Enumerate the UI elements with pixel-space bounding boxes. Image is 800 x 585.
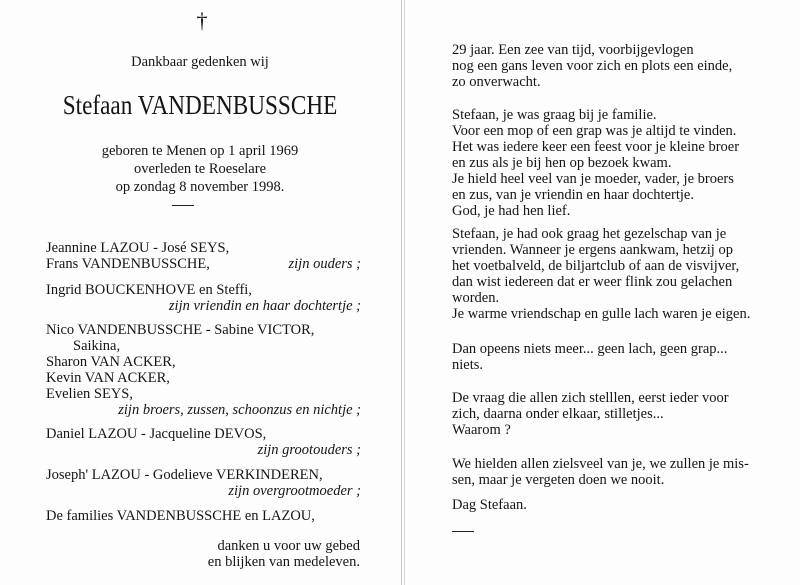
family-name-line: [46, 256, 361, 272]
poem-line: Stefaan, je was graag bij je familie.: [452, 107, 657, 123]
poem-line: en zus, van je vriendin en haar dochtertje.: [452, 187, 694, 203]
closing-line: danken u voor uw gebed: [217, 538, 360, 554]
poem-paragraph: [452, 497, 764, 513]
family-name-line: Nico VANDENBUSSCHE - Sabine VICTOR,: [46, 322, 315, 338]
poem-line: dan wist iedereen dat er weer flink zou gelachen: [452, 274, 733, 290]
poem-line: De vraag die allen zich stelllen, eerst ieder voor: [452, 390, 729, 406]
family-name-line: Evelien SEYS,: [46, 386, 133, 402]
poem-line: Je warme vriendschap en gulle lach waren je eigen.: [452, 306, 751, 322]
poem-line: worden.: [452, 290, 500, 306]
poem-line: 29 jaar. Een zee van tijd, voorbijgevlogen: [452, 42, 694, 58]
poem-paragraph: [452, 341, 764, 373]
family-name-line: Saikina,: [73, 338, 121, 354]
family-group-parents: [46, 240, 361, 272]
poem-line: Het was iedere keer een feest voor je kleine broer: [452, 139, 740, 155]
family-name-line: Sharon VAN ACKER,: [46, 354, 176, 370]
relation-label: zijn overgrootmoeder ;: [228, 483, 361, 499]
closing-thanks: [208, 538, 360, 570]
poem-line: Je hield heel veel van je moeder, vader, je broers: [452, 171, 734, 187]
poem-line: Waarom ?: [452, 422, 511, 438]
separator-line: [172, 205, 194, 206]
death-place-line: overleden te Roeselare: [133, 161, 267, 177]
fold-line: [401, 0, 402, 585]
poem-line: Voor een mop of een grap was je altijd te vinden.: [452, 123, 737, 139]
families-text: De families VANDENBUSSCHE en LAZOU,: [46, 508, 315, 524]
deceased-name: Stefaan VANDENBUSSCHE: [62, 90, 338, 120]
family-name-line: Kevin VAN ACKER,: [46, 370, 170, 386]
family-name-line: Joseph' LAZOU - Godelieve VERKINDEREN,: [46, 467, 323, 483]
relation-label: zijn ouders ;: [288, 256, 361, 272]
family-name-line: Jeannine LAZOU - José SEYS,: [46, 240, 230, 256]
relation-label: zijn broers, zussen, schoonzus en nichtje ;: [118, 402, 361, 418]
families-line: [46, 508, 361, 524]
birth-line: geboren te Menen op 1 april 1969: [101, 143, 299, 159]
poem-paragraph: [452, 107, 764, 219]
family-name: Frans VANDENBUSSCHE,: [46, 256, 210, 272]
family-group-girlfriend: [46, 282, 361, 314]
poem-line: zo onverwacht.: [452, 74, 541, 90]
relation-label: zijn grootouders ;: [257, 442, 361, 458]
poem-paragraph: [452, 226, 764, 322]
poem-paragraph: [452, 456, 764, 488]
poem-line: het voetbalveld, de biljartclub of aan de visvijver,: [452, 258, 740, 274]
farewell-line: Dag Stefaan.: [452, 497, 527, 513]
intro-text: Dankbaar gedenken wij: [131, 54, 269, 70]
poem-line: We hielden allen zielsveel van je, we zullen je mis-: [452, 456, 749, 472]
family-group-great-grandmother: [46, 467, 361, 499]
poem-line: nog een gans leven voor zich en plots een einde,: [452, 58, 733, 74]
poem-line: God, je had hen lief.: [452, 203, 571, 219]
poem-line: niets.: [452, 357, 484, 373]
poem-paragraph: [452, 390, 764, 438]
death-date-line: op zondag 8 november 1998.: [115, 179, 285, 195]
relation-label: zijn vriendin en haar dochtertje ;: [168, 298, 361, 314]
closing-separator-line: [452, 531, 474, 532]
poem-line: vrienden. Wanneer je ergens aankwam, hetzij op: [452, 242, 733, 258]
family-group-siblings: [46, 322, 361, 418]
cross-icon: †: [196, 8, 208, 33]
poem-paragraph: [452, 42, 764, 90]
closing-line: en blijken van medeleven.: [207, 554, 360, 570]
poem-line: Dan opeens niets meer... geen lach, geen grap...: [452, 341, 728, 357]
poem-line: en zus als je bij hen op bezoek kwam.: [452, 155, 672, 171]
family-name-line: Ingrid BOUCKENHOVE en Steffi,: [46, 282, 252, 298]
poem-line: Stefaan, je had ook graag het gezelschap van je: [452, 226, 727, 242]
poem-line: sen, maar je vergeten doen we nooit.: [452, 472, 665, 488]
poem-line: zich, daarna onder elkaar, stilletjes...: [452, 406, 664, 422]
family-group-grandparents: [46, 426, 361, 458]
birth-death-info: [0, 142, 400, 196]
family-name-line: Daniel LAZOU - Jacqueline DEVOS,: [46, 426, 267, 442]
